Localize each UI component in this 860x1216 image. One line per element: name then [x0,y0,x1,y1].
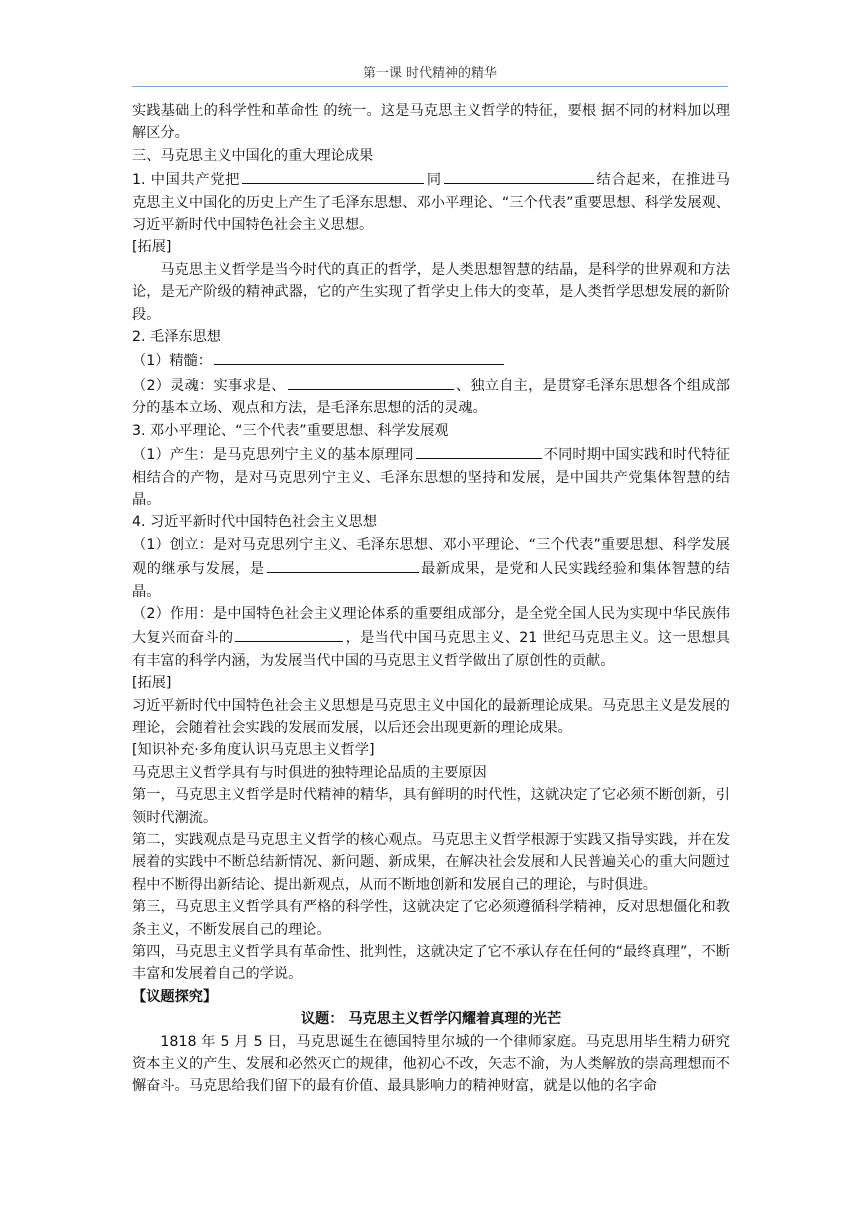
fill-blank [444,167,594,184]
text: 1. 中国共产党把 [132,172,241,189]
paragraph [132,534,730,603]
subheading: 2. 毛泽东思想 [132,329,221,346]
paragraph: 马克思主义哲学是当今时代的真正的哲学，是人类思想智慧的结晶，是科学的世界观和方法论，是无产阶级的精神武器，它的产生实现了哲学史上伟大的变革，是人类哲学思想发展的新阶段。 [132,261,730,323]
fill-blank [416,442,542,459]
fill-blank [267,556,419,573]
paragraph: 第一，马克思主义哲学是时代精神的精华，具有鲜明的时代性，这就决定了它必须不断创新，引领时代潮流。 [132,787,730,826]
text: 不同时期中国实践和时代特征相结合的产物，是对马克思列宁主义、毛泽东思想的坚持和发展，是中国共产党集体智慧的结晶。 [132,447,730,508]
document-body [132,100,730,1098]
text: 最新成果，是党和人民实践经验和集体智慧的结晶。 [132,561,730,600]
fill-blank [242,167,424,184]
text: 、独立自主，是贯穿毛泽东思想各个组成部分的基本立场、观点和方法，是毛泽东思想的活的灵魂。 [132,377,730,417]
text: 结合起来，在推进马克思主义中国化的历史上产生了毛泽东思想、邓小平理论、“三个代表”重要思想、科学发展观、习近平新时代中国特色社会主义思想。 [132,172,730,234]
paragraph: 实践基础上的科学性和革命性 的统一。这是马克思主义哲学的特征，要根 据不同的材料加以理解区分。 [132,103,730,142]
text: ，是当代中国马克思主义、21 世纪马克思主义。这一思想具有丰富的科学内涵，为发展当代中国的马克思主义哲学做出了原创性的贡献。 [132,630,730,669]
extension-label: [拓展] [132,239,172,256]
text: （1）精髓： [132,353,212,370]
paragraph [132,603,730,672]
text: （1）产生：是马克思列宁主义的基本原理同 [132,447,414,464]
fill-blank [214,348,504,365]
paragraph [132,442,730,511]
paragraph: 第二，实践观点是马克思主义哲学的核心观点。马克思主义哲学根源于实践又指导实践，并在发展着的实践中不断总结新情况、新问题、新成果，在解决社会发展和人民普遍关心的重大问题过程中不断得出新结论、提出新观点，从而不断地创新和发展自己的理论，与时俱进。 [132,832,730,893]
topic-title: 议题： 马克思主义哲学闪耀着真理的光芒 [300,1011,562,1028]
paragraph [132,167,730,236]
subheading: 3. 邓小平理论、“三个代表”重要思想、科学发展观 [132,422,449,439]
paragraph [132,373,730,420]
fill-blank [288,373,454,390]
paragraph: 1818 年 5 月 5 日，马克思诞生在德国特里尔城的一个律师家庭。马克思用毕生精力研究资本主义的产生、发展和必然灭亡的规律，他初心不改，矢志不渝，为人类解放的崇高理想而不懈奋斗。马克思给我们留下的最有价值、最具影响力的精神财富，就是以他的名字命 [132,1033,730,1095]
subheading: 4. 习近平新时代中国特色社会主义思想 [132,514,378,531]
paragraph: 第四，马克思主义哲学具有革命性、批判性，这就决定了它不承认存在任何的“最终真理”，不断丰富和发展着自己的学说。 [132,944,730,983]
text: 同 [426,172,442,189]
fill-blank [235,625,343,642]
paragraph: 第三，马克思主义哲学具有严格的科学性，这就决定了它必须遵循科学精神，反对思想僵化和教条主义，不断发展自己的理论。 [132,899,730,938]
paragraph [132,348,730,372]
text: （1）创立：是对马克思列宁主义、毛泽东思想、邓小平理论、“三个代表”重要思想、科学发展观的继承与发展，是 [132,536,730,578]
explore-heading: 【议题探究】 [132,988,218,1005]
supplement-title: 马克思主义哲学具有与时俱进的独特理论品质的主要原因 [132,764,487,781]
text: （2）灵魂：实事求是、 [132,377,286,394]
paragraph: 习近平新时代中国特色社会主义思想是马克思主义中国化的最新理论成果。马克思主义是发展的理论，会随着社会实践的发展而发展，以后还会出现更新的理论成果。 [132,697,730,736]
page-header-title: 第一课 时代精神的精华 [362,66,498,81]
header-rule [132,86,728,87]
section-heading: 三、马克思主义中国化的重大理论成果 [132,147,374,164]
text: （2）作用：是中国特色社会主义理论体系的重要组成部分，是全党全国人民为实现中华民族伟大复兴而奋斗的 [132,605,730,647]
extension-label: [拓展] [132,675,172,692]
supplement-label: [知识补充·多角度认识马克思主义哲学] [132,742,375,759]
